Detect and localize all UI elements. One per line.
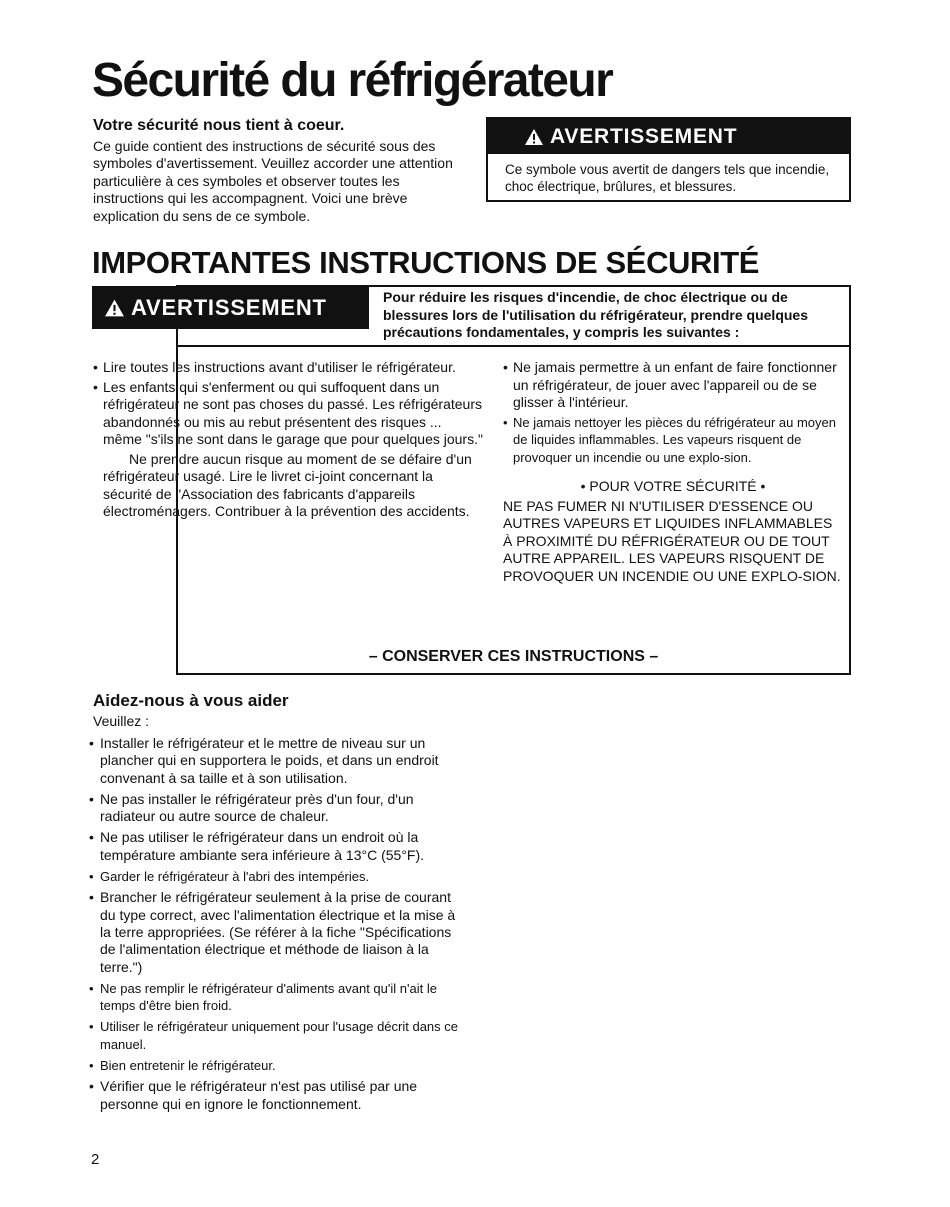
warning-symbol-box xyxy=(486,117,851,202)
warning-triangle-icon xyxy=(104,298,125,318)
disposal-paragraph: Ne prendre aucun risque au moment de se défaire d'un réfrigérateur usagé. Lire le livret ci-joint concernant la sécurité de l'Association des fabricants d'appareils électroménagers. Contribuer à la prévention des accidents. xyxy=(103,450,472,519)
help-list xyxy=(89,735,469,1117)
list-item: • Ne jamais permettre à un enfant de faire fonctionner un réfrigérateur, de jouer avec l'appareil ou de se glisser à l'intérieur. xyxy=(503,359,843,412)
warning-lead-text: Pour réduire les risques d'incendie, de choc électrique ou de blessures lors de l'utilisation du réfrigérateur, prendre quelques précautions fondamentales, y compris les suivantes : xyxy=(383,289,808,340)
list-item: • Ne pas utiliser le réfrigérateur dans un endroit où la température ambiante sera inférieure à 13°C (55°F). xyxy=(89,829,469,864)
list-item: • Brancher le réfrigérateur seulement à la prise de courant du type correct, avec l'alimentation électrique et la mise à la terre appropriées. (Se référer à la fiche "Spécifications de l'alimentation électrique et méthode de liaison à la terre.") xyxy=(89,889,469,975)
help-heading: Aidez-nous à vous aider xyxy=(93,691,289,710)
warning-label-text: AVERTISSEMENT xyxy=(550,124,738,148)
list-item: • Vérifier que le réfrigérateur n'est pas utilisé par une personne qui en ignore le fonctionnement. xyxy=(89,1078,469,1113)
list-item: • Bien entretenir le réfrigérateur. xyxy=(89,1057,469,1074)
safety-instructions-box xyxy=(103,285,851,675)
safety-subtitle: • POUR VOTRE SÉCURITÉ • xyxy=(580,478,766,494)
list-item: • Garder le réfrigérateur à l'abri des intempéries. xyxy=(89,868,469,885)
warning-symbol-text: Ce symbole vous avertit de dangers tels que incendie, choc électrique, brûlures, et blessures. xyxy=(505,162,830,194)
warning-label xyxy=(92,286,369,329)
right-column xyxy=(503,359,843,585)
warning-triangle-icon xyxy=(524,128,544,146)
section-title: IMPORTANTES INSTRUCTIONS DE SÉCURITÉ xyxy=(92,245,760,280)
list-item: • Ne pas remplir le réfrigérateur d'aliments avant qu'il n'ait le temps d'être bien froid. xyxy=(89,980,469,1015)
list-item: • Utiliser le réfrigérateur uniquement pour l'usage décrit dans ce manuel. xyxy=(89,1018,469,1053)
list-item: • Installer le réfrigérateur et le mettre de niveau sur un plancher qui en supportera le poids, et dans un endroit convenant à sa taille et à son utilisation. xyxy=(89,735,469,787)
list-item: • Lire toutes les instructions avant d'utiliser le réfrigérateur. xyxy=(93,359,483,377)
header-divider xyxy=(178,345,849,347)
list-item: • Les enfants qui s'enferment ou qui suffoquent dans un réfrigérateur ne sont pas choses du passé. Les réfrigérateurs abandonnés ou mis au rebut présentent des risques ... même "s'ils ne sont dans le garage que pour quelques jours." xyxy=(93,379,483,449)
page-number: 2 xyxy=(91,1151,100,1168)
warning-label xyxy=(488,119,849,154)
help-intro: Veuillez : xyxy=(93,713,150,729)
list-item: • Ne jamais nettoyer les pièces du réfrigérateur au moyen de liquides inflammables. Les vapeurs risquent de provoquer un incendie ou une explo-sion. xyxy=(503,414,843,467)
warning-label-text: AVERTISSEMENT xyxy=(131,294,327,320)
safety-caps-text: NE PAS FUMER NI N'UTILISER D'ESSENCE OU AUTRES VAPEURS ET LIQUIDES INFLAMMABLES À PROXIMITÉ DU RÉFRIGÉRATEUR OU DE TOUT AUTRE APPAREIL. LES VAPEURS RISQUENT DE PROVOQUER UN INCENDIE OU UNE EXPLO-SION. xyxy=(503,497,841,584)
intro-text: Ce guide contient des instructions de sécurité sous des symboles d'avertissement. Veuillez accorder une attention particulière à ces symboles et observer toutes les instructions qui les accompagnent. Voici une brève explication du sens de ce symbole. xyxy=(93,138,453,224)
left-column xyxy=(93,359,483,521)
intro-heading: Votre sécurité nous tient à coeur. xyxy=(93,117,345,134)
page-title: Sécurité du réfrigérateur xyxy=(92,54,613,107)
list-item: • Ne pas installer le réfrigérateur près d'un four, d'un radiateur ou autre source de chaleur. xyxy=(89,791,469,826)
keep-instructions-footer: – CONSERVER CES INSTRUCTIONS – xyxy=(368,648,659,665)
